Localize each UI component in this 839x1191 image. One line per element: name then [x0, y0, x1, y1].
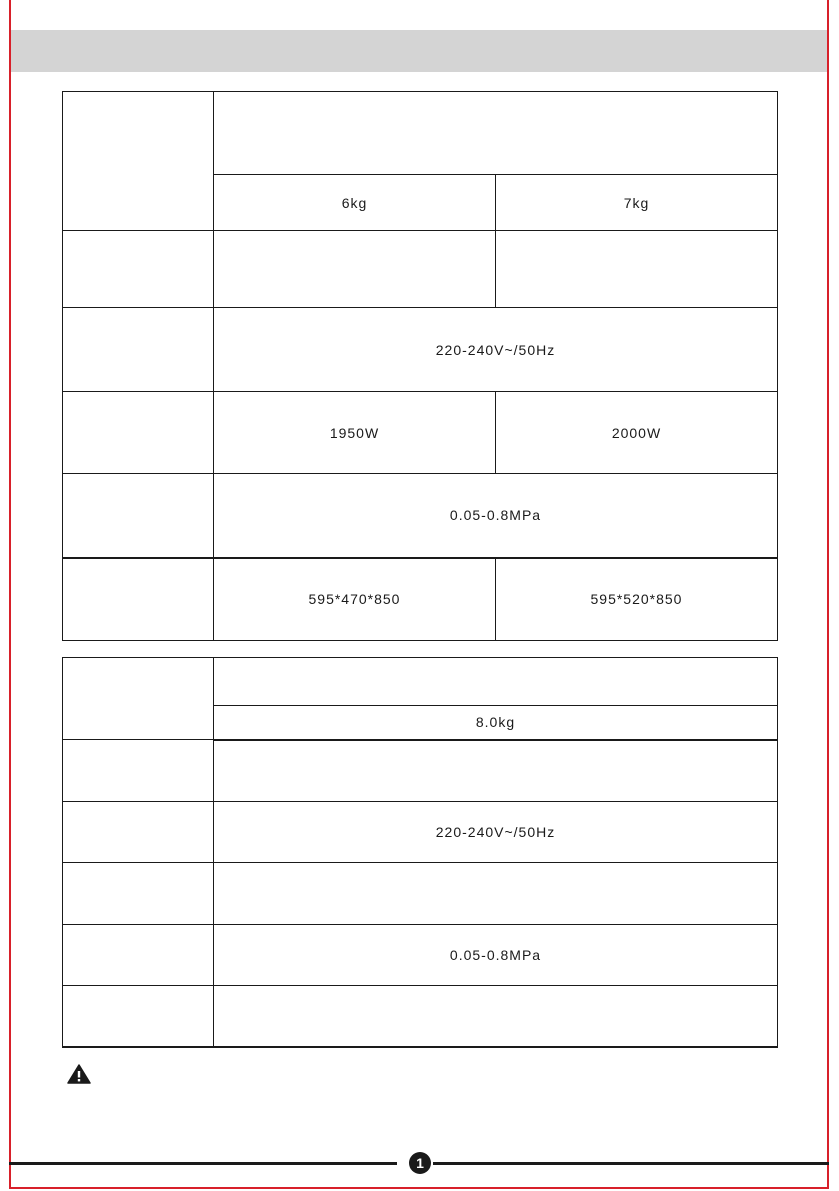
table-row: [63, 863, 778, 925]
table-row: [63, 925, 778, 986]
value-cell-6kg: [214, 231, 496, 308]
voltage-cell: 220-240V~/50Hz: [214, 308, 778, 392]
power-cell: [214, 863, 778, 925]
pressure-cell: 0.05-0.8MPa: [214, 925, 778, 986]
value-cell-7kg: [496, 231, 778, 308]
page-number-badge: 1: [409, 1152, 431, 1174]
label-cell-power: [63, 863, 214, 925]
table-row: [63, 986, 778, 1047]
table-row: [63, 558, 778, 641]
table-row: [63, 802, 778, 863]
label-cell-pressure: [63, 925, 214, 986]
label-cell-dimensions: [63, 558, 214, 641]
model-header-cell: [214, 92, 778, 175]
table-row: [63, 740, 778, 802]
label-cell-power: [63, 392, 214, 474]
footer-rule-left: [9, 1162, 397, 1165]
label-cell-model: [63, 658, 214, 740]
table-row: [63, 474, 778, 558]
voltage-cell: 220-240V~/50Hz: [214, 802, 778, 863]
dimensions-7kg-cell: 595*520*850: [496, 558, 778, 641]
label-cell-pressure: [63, 474, 214, 558]
label-cell: [63, 231, 214, 308]
pressure-cell: 0.05-0.8MPa: [214, 474, 778, 558]
footer-rule-right: [433, 1162, 829, 1165]
table-row: [63, 231, 778, 308]
power-6kg-cell: 1950W: [214, 392, 496, 474]
label-cell: [63, 740, 214, 802]
header-band: [11, 30, 827, 72]
capacity-8kg-cell: 8.0kg: [214, 706, 778, 740]
warning-triangle-icon: [67, 1064, 91, 1084]
spec-table-8kg: [62, 657, 778, 1048]
table-row: [63, 658, 778, 706]
table-row: [63, 392, 778, 474]
table-row: [63, 92, 778, 175]
dimensions-cell: [214, 986, 778, 1047]
capacity-7kg-cell: 7kg: [496, 175, 778, 231]
label-cell-model: [63, 92, 214, 231]
model-header-cell: [214, 658, 778, 706]
table-row: [63, 308, 778, 392]
power-7kg-cell: 2000W: [496, 392, 778, 474]
value-cell: [214, 740, 778, 802]
spec-table-6-7kg: [62, 91, 778, 641]
capacity-6kg-cell: 6kg: [214, 175, 496, 231]
label-cell-voltage: [63, 802, 214, 863]
label-cell-voltage: [63, 308, 214, 392]
label-cell-dimensions: [63, 986, 214, 1047]
dimensions-6kg-cell: 595*470*850: [214, 558, 496, 641]
